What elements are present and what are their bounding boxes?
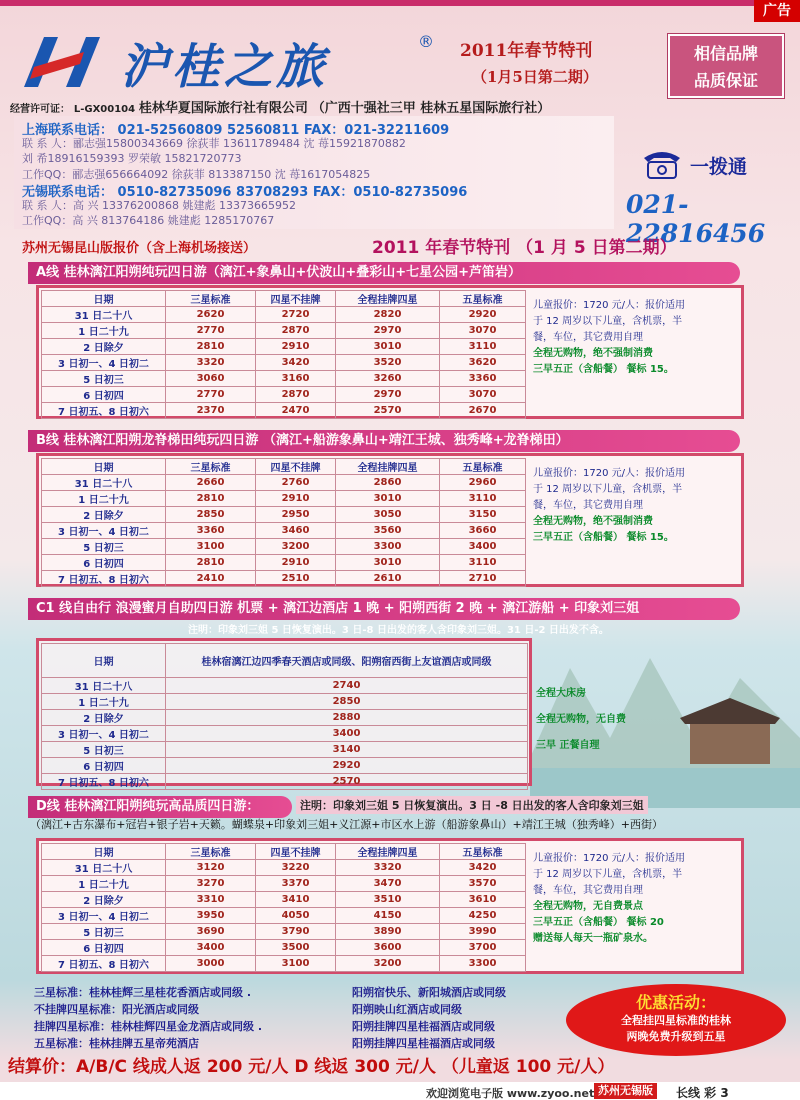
- issue-title: 2011年春节特刊: [460, 41, 593, 61]
- price-cell: 2570: [336, 403, 440, 419]
- route-d-price-box: [36, 838, 744, 974]
- date-cell: 31 日二十八: [42, 475, 166, 491]
- price-cell: 2910: [256, 491, 336, 507]
- table-row: [42, 555, 526, 571]
- price-cell: 2870: [256, 387, 336, 403]
- promo-title: 优惠活动：: [635, 993, 716, 1012]
- note-line: 餐，车位，其它费用自理: [533, 332, 643, 343]
- price-cell: 2970: [336, 323, 440, 339]
- child-price-note: [533, 851, 738, 947]
- c1-side-1: 全程大床房: [536, 688, 586, 699]
- note-line-green: 三早五正（含船餐） 餐标 15。: [533, 364, 674, 375]
- date-cell: 3 日初一、4 日初二: [42, 908, 166, 924]
- table-header-row: [42, 644, 528, 678]
- note-line: 于 12 周岁以下儿童，含机票，半: [533, 316, 683, 327]
- price-cell: 2760: [256, 475, 336, 491]
- price-cell: 3110: [440, 555, 526, 571]
- contact-line: 刘 希18916159393 罗荣敏 15821720773: [22, 152, 242, 165]
- price-cell: 2370: [166, 403, 256, 419]
- price-cell: 2850: [166, 694, 528, 710]
- date-cell: 1 日二十九: [42, 694, 166, 710]
- standard-line: 不挂牌四星标准：阳光酒店或同级: [34, 1003, 199, 1016]
- table-row: [42, 860, 526, 876]
- date-cell: 1 日二十九: [42, 323, 166, 339]
- price-cell: 3320: [336, 860, 440, 876]
- column-header: 三星标准: [166, 291, 256, 307]
- license-line: [10, 97, 550, 116]
- c1-side-3: 三早 正餐自理: [536, 740, 600, 751]
- child-price-note: [533, 298, 738, 378]
- standard-line: 阳朔映山红酒店或同级: [352, 1003, 462, 1016]
- price-cell: 3990: [440, 924, 526, 940]
- price-cell: 3700: [440, 940, 526, 956]
- price-cell: 2810: [166, 555, 256, 571]
- license-company: 桂林华夏国际旅行社有限公司: [138, 101, 308, 116]
- top-stripe: [0, 0, 800, 6]
- route-c1-price-box: [36, 638, 532, 789]
- table-row: [42, 539, 526, 555]
- contact-line: 无锡联系电话： 0510-82735096 83708293 FAX：0510-82735096: [22, 185, 468, 200]
- quote-title: 苏州无锡昆山版报价（含上海机场接送）: [22, 241, 257, 256]
- table-row: [42, 491, 526, 507]
- route-d-title: D线 桂林漓江阳朔纯玩高品质四日游：: [28, 796, 292, 818]
- price-cell: 3360: [440, 371, 526, 387]
- registered-mark: ®: [418, 32, 434, 51]
- price-table: [41, 643, 528, 790]
- table-row: [42, 403, 526, 419]
- contact-line: 工作QQ：郦志强656664092 徐荻菲 813387150 沈 苺1617054825: [22, 167, 371, 181]
- route-c1-title: C1 线自由行 浪漫蜜月自助四日游 机票 + 漓江边酒店 1 晚 + 阳朔西街 2 晚 + 漓江游船 + 印象刘三姐: [28, 598, 740, 620]
- price-cell: 2910: [256, 339, 336, 355]
- column-header: 全程挂牌四星: [336, 291, 440, 307]
- date-cell: 5 日初三: [42, 742, 166, 758]
- column-header: 日期: [42, 644, 166, 678]
- price-cell: 3510: [336, 892, 440, 908]
- price-cell: 3890: [336, 924, 440, 940]
- price-cell: 2850: [166, 507, 256, 523]
- ad-badge: 广告: [754, 0, 800, 22]
- price-cell: 2960: [440, 475, 526, 491]
- price-cell: 2880: [166, 710, 528, 726]
- price-cell: 3100: [166, 539, 256, 555]
- price-cell: 2410: [166, 571, 256, 587]
- price-cell: 2770: [166, 323, 256, 339]
- table-row: [42, 339, 526, 355]
- price-cell: 3400: [166, 726, 528, 742]
- date-cell: 3 日初一、4 日初二: [42, 355, 166, 371]
- price-cell: 2910: [256, 555, 336, 571]
- promo-badge: [566, 984, 786, 1056]
- promo-line-2: 两晚免费升级到五星: [626, 1030, 726, 1043]
- price-cell: 3410: [256, 892, 336, 908]
- price-cell: 2510: [256, 571, 336, 587]
- trust-badge: [668, 34, 784, 98]
- date-cell: 31 日二十八: [42, 307, 166, 323]
- trust-line-2: 品质保证: [693, 71, 758, 90]
- date-cell: 31 日二十八: [42, 678, 166, 694]
- contact-line: 联 系 人：郦志强15800343669 徐荻菲 13611789484 沈 苺15921870882: [22, 136, 406, 150]
- column-header: 全程挂牌四星: [336, 844, 440, 860]
- route-b-price-box: [36, 453, 744, 587]
- column-header: 四星不挂牌: [256, 291, 336, 307]
- table-row: [42, 371, 526, 387]
- price-cell: 3950: [166, 908, 256, 924]
- table-header-row: [42, 459, 526, 475]
- table-row: [42, 758, 528, 774]
- price-cell: 2970: [336, 387, 440, 403]
- price-cell: 2770: [166, 387, 256, 403]
- price-cell: 4150: [336, 908, 440, 924]
- date-cell: 31 日二十八: [42, 860, 166, 876]
- note-line-green: 全程无购物，绝不强制消费: [533, 348, 653, 359]
- price-cell: 3320: [166, 355, 256, 371]
- standard-line: 五星标准：桂林挂牌五星帝苑酒店: [34, 1037, 199, 1050]
- price-cell: 3200: [256, 539, 336, 555]
- issue-subtitle: （1月5日第二期）: [472, 68, 598, 86]
- route-a-price-box: [36, 285, 744, 419]
- price-table: [41, 458, 526, 587]
- table-row: [42, 924, 526, 940]
- standard-line: 挂牌四星标准：桂林桂辉四星金龙酒店或同级 .: [34, 1020, 263, 1033]
- date-cell: 1 日二十九: [42, 876, 166, 892]
- table-row: [42, 956, 526, 972]
- column-header: 五星标准: [440, 291, 526, 307]
- hotel-header: 桂林宿漓江边四季春天酒店或同级、阳朔宿西街上友谊酒店或同级: [166, 644, 528, 678]
- note-line: 于 12 周岁以下儿童，含机票，半: [533, 869, 683, 880]
- price-cell: 3620: [440, 355, 526, 371]
- price-cell: 3500: [256, 940, 336, 956]
- standard-line: 三星标准：桂林桂辉三星桂花香酒店或同级 .: [34, 986, 252, 999]
- date-cell: 1 日二十九: [42, 491, 166, 507]
- note-line-green: 全程无购物，无自费景点: [533, 901, 643, 912]
- price-cell: 3460: [256, 523, 336, 539]
- price-cell: 2710: [440, 571, 526, 587]
- price-cell: 3260: [336, 371, 440, 387]
- column-header: 四星不挂牌: [256, 844, 336, 860]
- price-cell: 2570: [166, 774, 528, 790]
- table-row: [42, 726, 528, 742]
- date-cell: 2 日除夕: [42, 339, 166, 355]
- note-line: 儿童报价：1720 元/人：报价适用: [533, 300, 685, 311]
- price-cell: 2660: [166, 475, 256, 491]
- standard-line: 阳朔挂牌四星桂福酒店或同级: [352, 1037, 495, 1050]
- note-line-green: 三早五正（含船餐） 餐标 20: [533, 917, 664, 928]
- table-row: [42, 892, 526, 908]
- column-header: 五星标准: [440, 844, 526, 860]
- route-d-itinerary: （漓江+古东瀑布+冠岩+银子岩+天籁。蝴蝶泉+印象刘三姐+义江源+市区水上游（船游象鼻山）+靖江王城（独秀峰）+西街）: [30, 818, 663, 831]
- table-row: [42, 355, 526, 371]
- table-row: [42, 774, 528, 790]
- note-line-green: 三早五正（含船餐） 餐标 15。: [533, 532, 674, 543]
- price-cell: 3370: [256, 876, 336, 892]
- date-cell: 3 日初一、4 日初二: [42, 726, 166, 742]
- column-header: 三星标准: [166, 459, 256, 475]
- date-cell: 7 日初五、8 日初六: [42, 571, 166, 587]
- column-header: 日期: [42, 291, 166, 307]
- price-cell: 3050: [336, 507, 440, 523]
- price-cell: 3110: [440, 491, 526, 507]
- hotline-number: 021-22816456: [626, 190, 766, 248]
- table-row: [42, 571, 526, 587]
- column-header: 日期: [42, 844, 166, 860]
- contact-line: 工作QQ：高 兴 813764186 姚建彪 1285170767: [22, 214, 275, 227]
- price-cell: 2810: [166, 491, 256, 507]
- price-cell: 3300: [440, 956, 526, 972]
- price-cell: 3690: [166, 924, 256, 940]
- route-b-title: B线 桂林漓江阳朔龙脊梯田纯玩四日游 （漓江+船游象鼻山+靖江王城、独秀峰+龙脊梯田）: [28, 430, 740, 452]
- price-cell: 3110: [440, 339, 526, 355]
- price-cell: 2810: [166, 339, 256, 355]
- telephone-icon: [640, 146, 684, 180]
- note-line-green: 全程无购物，绝不强制消费: [533, 516, 653, 527]
- price-table: [41, 843, 526, 972]
- date-cell: 2 日除夕: [42, 710, 166, 726]
- date-cell: 7 日初五、8 日初六: [42, 956, 166, 972]
- table-header-row: [42, 291, 526, 307]
- date-cell: 7 日初五、8 日初六: [42, 403, 166, 419]
- table-row: [42, 507, 526, 523]
- price-cell: 2740: [166, 678, 528, 694]
- table-row: [42, 523, 526, 539]
- price-cell: 3220: [256, 860, 336, 876]
- date-cell: 6 日初四: [42, 555, 166, 571]
- column-header: 三星标准: [166, 844, 256, 860]
- price-cell: 3200: [336, 956, 440, 972]
- date-cell: 6 日初四: [42, 940, 166, 956]
- date-cell: 5 日初三: [42, 371, 166, 387]
- note-line-green: 赠送每人每天一瓶矿泉水。: [533, 933, 653, 944]
- logo-h-icon: [14, 32, 112, 92]
- table-row: [42, 876, 526, 892]
- date-cell: 6 日初四: [42, 387, 166, 403]
- settlement-price: 结算价：A/B/C 线成人返 200 元/人 D 线返 300 元/人 （儿童返 100 元/人）: [8, 1057, 615, 1077]
- price-cell: 3140: [166, 742, 528, 758]
- contact-line: 上海联系电话： 021-52560809 52560811 FAX：021-32211609: [22, 123, 450, 138]
- trust-line-1: 相信品牌: [693, 44, 758, 63]
- standard-line: 阳朔挂牌四星桂福酒店或同级: [352, 1020, 495, 1033]
- price-cell: 3070: [440, 387, 526, 403]
- price-cell: 3560: [336, 523, 440, 539]
- standards-left: [34, 984, 262, 1052]
- price-cell: 2470: [256, 403, 336, 419]
- price-cell: 3360: [166, 523, 256, 539]
- date-cell: 3 日初一、4 日初二: [42, 523, 166, 539]
- license-label: 经营许可证：: [10, 104, 70, 115]
- note-line: 餐，车位，其它费用自理: [533, 885, 643, 896]
- price-cell: 3060: [166, 371, 256, 387]
- table-row: [42, 742, 528, 758]
- price-cell: 3420: [440, 860, 526, 876]
- price-cell: 3790: [256, 924, 336, 940]
- price-cell: 3300: [336, 539, 440, 555]
- table-row: [42, 694, 528, 710]
- date-cell: 2 日除夕: [42, 892, 166, 908]
- price-cell: 3000: [166, 956, 256, 972]
- special-title: 2011 年春节特刊 （1 月 5 日第二期）: [372, 238, 677, 258]
- c1-side-2: 全程无购物，无自费: [536, 714, 626, 725]
- license-note: （广西十强社三甲 桂林五星国际旅行社）: [311, 101, 551, 116]
- footer-edition: 苏州无锡版: [594, 1083, 657, 1099]
- date-cell: 5 日初三: [42, 539, 166, 555]
- note-line: 儿童报价：1720 元/人：报价适用: [533, 468, 685, 479]
- price-cell: 3400: [166, 940, 256, 956]
- promo-line-1: 全程挂四星标准的桂林: [621, 1014, 731, 1027]
- price-cell: 2610: [336, 571, 440, 587]
- price-cell: 2820: [336, 307, 440, 323]
- price-cell: 3010: [336, 555, 440, 571]
- price-cell: 3600: [336, 940, 440, 956]
- date-cell: 7 日初五、8 日初六: [42, 774, 166, 790]
- price-cell: 3010: [336, 339, 440, 355]
- route-c1-note: 注明：印象刘三姐 5 日恢复演出。3 日-8 日出发的客人含印象刘三姐。31 日-2 日出发不含。: [188, 625, 609, 636]
- route-a-title: A线 桂林漓江阳朔纯玩四日游（漓江+象鼻山+伏波山+叠彩山+七星公园+芦笛岩）: [28, 262, 740, 284]
- price-cell: 3610: [440, 892, 526, 908]
- price-cell: 4250: [440, 908, 526, 924]
- price-cell: 2920: [166, 758, 528, 774]
- price-cell: 3470: [336, 876, 440, 892]
- note-line: 于 12 周岁以下儿童，含机票，半: [533, 484, 683, 495]
- price-cell: 3420: [256, 355, 336, 371]
- table-row: [42, 387, 526, 403]
- note-line: 儿童报价：1720 元/人：报价适用: [533, 853, 685, 864]
- price-cell: 3070: [440, 323, 526, 339]
- column-header: 全程挂牌四星: [336, 459, 440, 475]
- price-cell: 3270: [166, 876, 256, 892]
- column-header: 四星不挂牌: [256, 459, 336, 475]
- price-cell: 2720: [256, 307, 336, 323]
- footer-section: 长线 彩 3: [676, 1086, 729, 1100]
- table-row: [42, 475, 526, 491]
- price-cell: 2620: [166, 307, 256, 323]
- price-table: [41, 290, 526, 419]
- standard-line: 阳朔宿快乐、新阳城酒店或同级: [352, 986, 506, 999]
- date-cell: 6 日初四: [42, 758, 166, 774]
- table-row: [42, 908, 526, 924]
- date-cell: 2 日除夕: [42, 507, 166, 523]
- column-header: 五星标准: [440, 459, 526, 475]
- brand-name: 沪桂之旅: [120, 39, 329, 95]
- license-no: L-GX00104: [73, 104, 136, 115]
- hotline-label: 一拨通: [690, 156, 748, 178]
- child-price-note: [533, 466, 738, 546]
- price-cell: 3570: [440, 876, 526, 892]
- price-cell: 3160: [256, 371, 336, 387]
- table-row: [42, 323, 526, 339]
- column-header: 日期: [42, 459, 166, 475]
- price-cell: 2670: [440, 403, 526, 419]
- route-d-note: 注明：印象刘三姐 5 日恢复演出。3 日 -8 日出发的客人含印象刘三姐: [296, 796, 648, 814]
- price-cell: 2950: [256, 507, 336, 523]
- table-row: [42, 940, 526, 956]
- date-cell: 5 日初三: [42, 924, 166, 940]
- table-row: [42, 678, 528, 694]
- price-cell: 2860: [336, 475, 440, 491]
- price-cell: 3010: [336, 491, 440, 507]
- price-cell: 2920: [440, 307, 526, 323]
- contact-line: 联 系 人：高 兴 13376200868 姚建彪 13373665952: [22, 198, 296, 212]
- contact-panel: [14, 116, 614, 229]
- price-cell: 2870: [256, 323, 336, 339]
- table-row: [42, 710, 528, 726]
- price-cell: 3660: [440, 523, 526, 539]
- price-cell: 3100: [256, 956, 336, 972]
- table-row: [42, 307, 526, 323]
- price-cell: 3150: [440, 507, 526, 523]
- footer-browse: 欢迎浏览电子版 www.zyoo.net: [426, 1087, 595, 1100]
- price-cell: 3310: [166, 892, 256, 908]
- price-cell: 3400: [440, 539, 526, 555]
- price-cell: 3520: [336, 355, 440, 371]
- price-cell: 4050: [256, 908, 336, 924]
- table-header-row: [42, 844, 526, 860]
- standards-right: [352, 984, 506, 1052]
- price-cell: 3120: [166, 860, 256, 876]
- note-line: 餐，车位，其它费用自理: [533, 500, 643, 511]
